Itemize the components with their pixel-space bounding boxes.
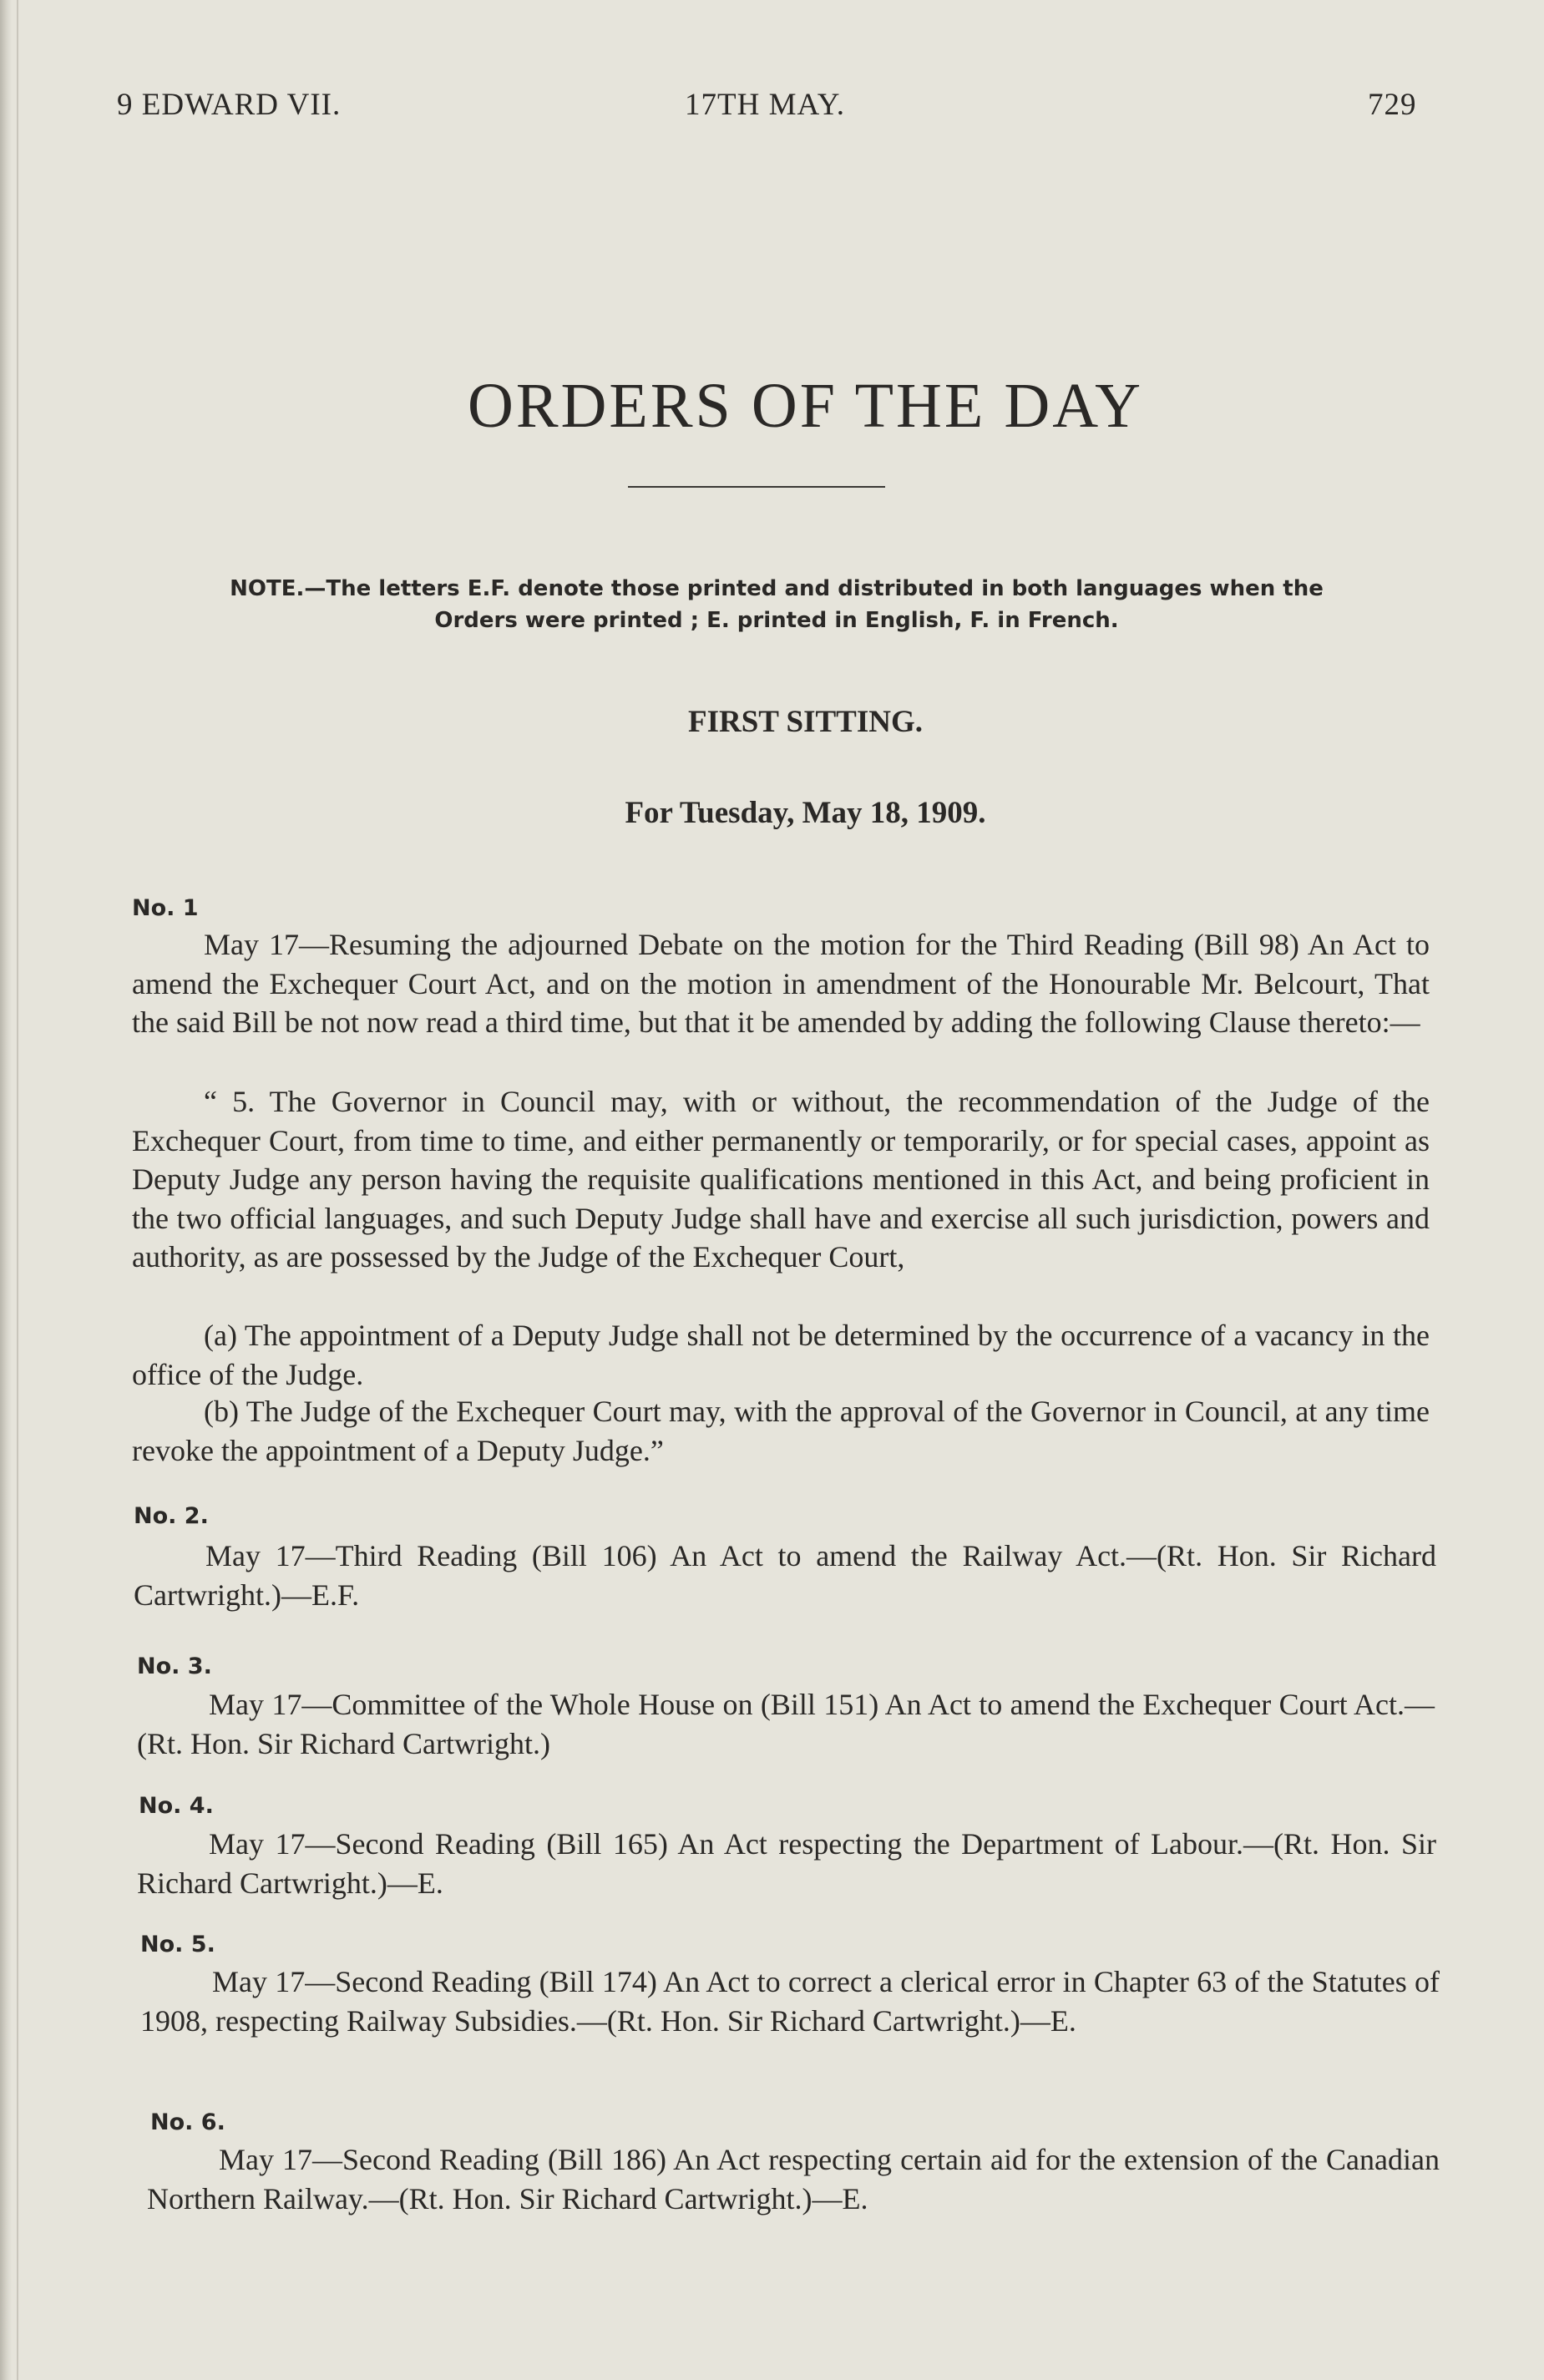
title-divider xyxy=(628,486,885,488)
note-line-1: NOTE.—The letters E.F. denote those printed and distributed in both languages when the xyxy=(230,576,1324,601)
item-2-text: May 17—Third Reading (Bill 106) An Act to amend the Railway Act.—(Rt. Hon. Sir Richard Cartwright.)—E.F. xyxy=(134,1539,1436,1612)
item-1-motion-text: May 17—Resuming the adjourned Debate on the motion for the Third Reading (Bill 98) An Act to amend the Exchequer Court Act, and on the motion in amendment of the Honourable Mr. Belcourt, That the said Bill be not now read a third time, but that it be amended by adding the following Clause thereto:— xyxy=(132,928,1430,1039)
item-number: No. 5. xyxy=(140,1932,215,1957)
item-paragraph xyxy=(134,1537,1436,1614)
item-number: No. 3. xyxy=(137,1653,212,1679)
date-heading: For Tuesday, May 18, 1909. xyxy=(625,796,986,830)
book-spine-shadow xyxy=(0,0,12,2380)
running-head-regnal-year: 9 EDWARD VII. xyxy=(117,88,342,122)
item-4-text: May 17—Second Reading (Bill 165) An Act respecting the Department of Labour.—(Rt. Hon. Sir Richard Cartwright.)—E. xyxy=(137,1827,1436,1900)
item-paragraph xyxy=(140,1962,1440,2040)
item-3-text: May 17—Committee of the Whole House on (Bill 151) An Act to amend the Exchequer Court Act.—(Rt. Hon. Sir Richard Cartwright.) xyxy=(137,1688,1435,1760)
item-1-subclause-b: (b) The Judge of the Exchequer Court may, with the approval of the Governor in Council, at any time revoke the appointment of a Deputy Judge.” xyxy=(132,1395,1430,1467)
item-paragraph xyxy=(132,1082,1430,1277)
item-paragraph xyxy=(137,1825,1436,1902)
item-5-text: May 17—Second Reading (Bill 174) An Act to correct a clerical error in Chapter 63 of the Statutes of 1908, respecting Railway Subsidies.—(Rt. Hon. Sir Richard Cartwright.)—E. xyxy=(140,1965,1440,2038)
item-number: No. 6. xyxy=(150,2109,225,2135)
margin-line xyxy=(17,0,18,2380)
item-paragraph xyxy=(147,2140,1440,2218)
page-title: ORDERS OF THE DAY xyxy=(467,370,1144,441)
page-number: 729 xyxy=(1368,88,1417,122)
item-paragraph xyxy=(132,1392,1430,1470)
note-line-2: Orders were printed ; E. printed in English, F. in French. xyxy=(434,608,1119,633)
item-paragraph xyxy=(132,925,1430,1042)
item-number: No. 1 xyxy=(132,895,199,921)
item-number: No. 2. xyxy=(134,1503,209,1529)
sitting-heading: FIRST SITTING. xyxy=(687,705,924,739)
item-paragraph xyxy=(137,1685,1435,1763)
item-1-subclause-a: (a) The appointment of a Deputy Judge shall not be determined by the occurrence of a vacancy in the office of the Judge. xyxy=(132,1319,1430,1391)
item-paragraph xyxy=(132,1316,1430,1394)
item-number: No. 4. xyxy=(139,1793,214,1819)
language-note xyxy=(125,573,1428,636)
item-1-clause-text: “ 5. The Governor in Council may, with or without, the recommendation of the Judge of the Exchequer Court, from time to time, and either permanently or temporarily, or for special cases, appoint as Deputy Judge any person having the requisite qualifications mentioned in this Act, and being proficient in the two official languages, and such Deputy Judge shall have and exercise all such jurisdiction, powers and authority, as are possessed by the Judge of the Exchequer Court, xyxy=(132,1085,1430,1274)
item-6-text: May 17—Second Reading (Bill 186) An Act respecting certain aid for the extension of the Canadian Northern Railway.—(Rt. Hon. Sir Richard Cartwright.)—E. xyxy=(147,2143,1440,2215)
running-head-date: 17TH MAY. xyxy=(685,88,845,122)
